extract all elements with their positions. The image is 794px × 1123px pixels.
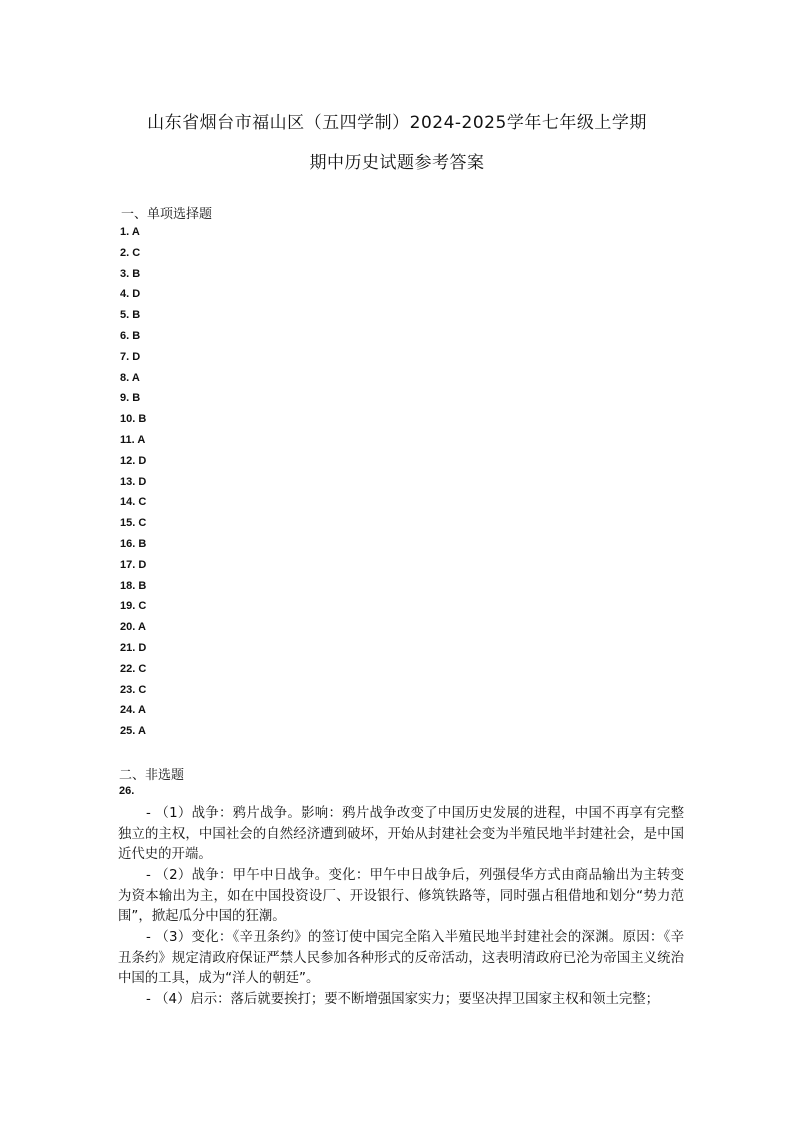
section-heading-non-choice: 二、非选题	[119, 768, 185, 783]
question-number: 26.	[119, 785, 135, 797]
answer-item: 8. A	[120, 371, 140, 384]
answer-paragraph-4: - （4）启示：落后就要挨打；要不断增强国家实力；要坚决捍卫国家主权和领土完整；	[146, 992, 660, 1007]
answer-item: 24. A	[120, 704, 146, 717]
answer-item: 16. B	[120, 537, 147, 550]
answer-paragraph-1: - （1）战争：鸦片战争。影响：鸦片战争改变了中国历史发展的进程，中国不再享有完整独立的主权，中国社会的自然经济遭到破坏，开始从封建社会变为半殖民地半封建社会，是中国近代史的开端。	[118, 806, 684, 863]
answer-paragraph-2: - （2）战争：甲午中日战争。变化：甲午中日战争后，列强侵华方式由商品输出为主转变为资本输出为主，如在中国投资设厂、开设银行、修筑铁路等，同时强占租借地和划分“势力范围”，掀起瓜分中国的狂潮。	[118, 868, 684, 925]
answer-item: 6. B	[120, 329, 141, 342]
answer-item: 14. C	[120, 496, 147, 509]
document-title-line-1: 山东省烟台市福山区（五四学制）2024-2025学年七年级上学期	[147, 113, 647, 133]
answer-item: 3. B	[120, 267, 141, 280]
answer-item: 23. C	[120, 683, 147, 696]
answer-item: 20. A	[120, 621, 146, 634]
answer-item: 25. A	[120, 725, 146, 738]
answer-item: 18. B	[120, 579, 147, 592]
document-title-line-2: 期中历史试题参考答案	[309, 153, 485, 173]
answer-item: 11. A	[120, 433, 146, 446]
answer-list	[120, 222, 146, 742]
answer-item: 17. D	[120, 558, 147, 571]
answer-item: 12. D	[120, 454, 147, 467]
answer-item: 7. D	[120, 350, 141, 363]
answer-item: 10. B	[120, 413, 147, 426]
answer-paragraph-3: - （3）变化：《辛丑条约》的签订使中国完全陷入半殖民地半封建社会的深渊。原因：《辛丑条约》规定清政府保证严禁人民参加各种形式的反帝活动，这表明清政府已沦为帝国主义统治中国的工具，成为“洋人的朝廷”。	[118, 930, 684, 987]
answer-item: 5. B	[120, 309, 141, 322]
answer-item: 2. C	[120, 246, 141, 259]
answer-item: 15. C	[120, 517, 147, 530]
answer-item: 13. D	[120, 475, 147, 488]
answer-item: 4. D	[120, 288, 141, 301]
section-heading-multiple-choice: 一、单项选择题	[121, 207, 213, 222]
answer-item: 9. B	[120, 392, 141, 405]
answer-item: 1. A	[120, 226, 140, 238]
answer-item: 22. C	[120, 662, 147, 675]
answer-item: 19. C	[120, 600, 147, 613]
answer-item: 21. D	[120, 641, 147, 654]
